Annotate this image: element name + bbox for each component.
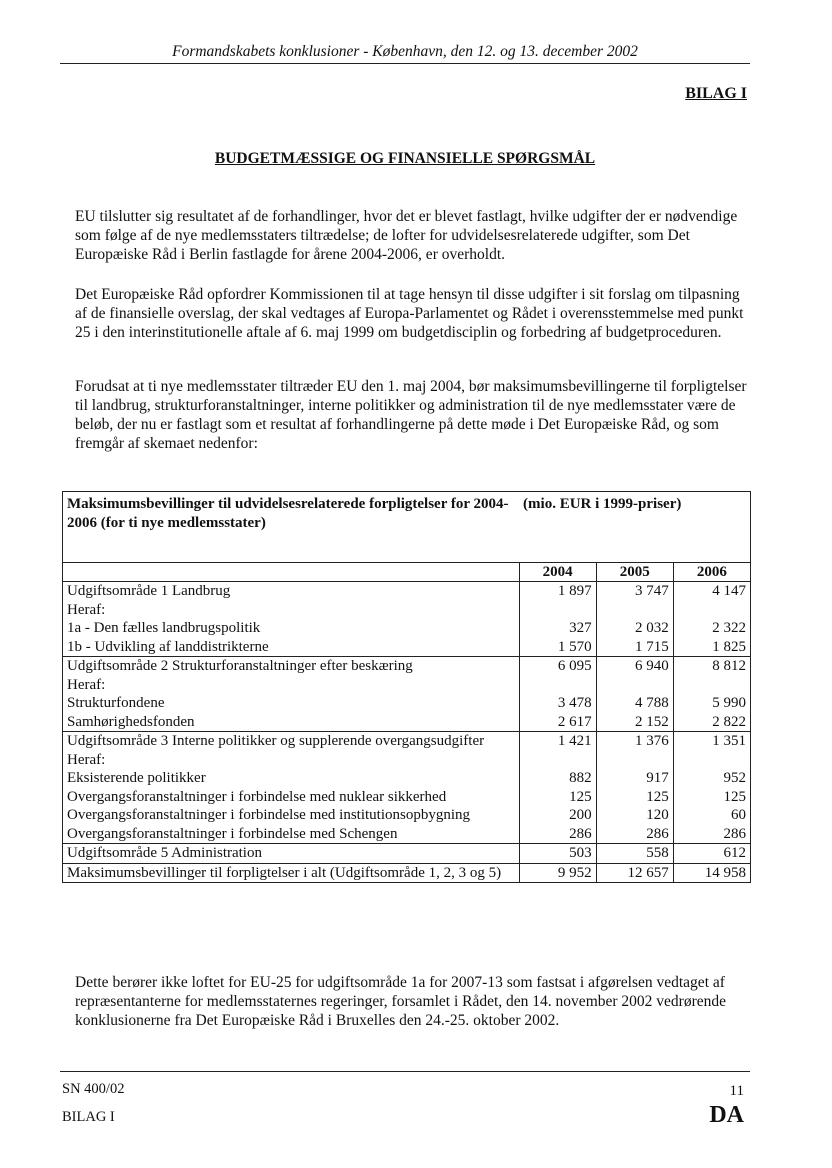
page-number: 11 bbox=[729, 1083, 744, 1099]
row-value: 1 897 bbox=[519, 582, 596, 601]
row-value: 6 940 bbox=[596, 657, 673, 676]
row-value: 327 bbox=[519, 619, 596, 638]
row-label: Overgangsforanstaltninger i forbindelse med nuklear sikkerhed bbox=[63, 788, 520, 807]
row-value: 882 bbox=[519, 769, 596, 788]
year-header: 2004 bbox=[519, 562, 596, 582]
paragraph-1: EU tilslutter sig resultatet af de forhandlinger, hvor det er blevet fastlagt, hvilke udgifter der er nødvendige som følge af de nye medlemsstaters tiltrædelse; de lofter for udvidelsesrelaterede udgifter, som Det Europæiske Råd i Berlin fastlagde for årene 2004-2006, er overholdt. bbox=[75, 208, 738, 263]
row-value bbox=[519, 676, 596, 695]
footer-rule bbox=[60, 1071, 750, 1072]
row-value: 5 990 bbox=[673, 694, 750, 713]
table-title: Maksimumsbevillinger til udvidelsesrelaterede forpligtelser for 2004-2006 (for ti nye medlemsstater) bbox=[63, 492, 520, 533]
table-row bbox=[63, 806, 751, 825]
table-row bbox=[63, 844, 751, 864]
table-title-row bbox=[63, 492, 751, 533]
row-label: Heraf: bbox=[63, 676, 520, 695]
row-label: Samhørighedsfonden bbox=[63, 713, 520, 732]
row-value: 3 747 bbox=[596, 582, 673, 601]
row-value: 60 bbox=[673, 806, 750, 825]
row-value: 2 322 bbox=[673, 619, 750, 638]
row-value: 917 bbox=[596, 769, 673, 788]
row-value: 1 715 bbox=[596, 638, 673, 657]
row-value: 2 617 bbox=[519, 713, 596, 732]
row-label: Udgiftsområde 2 Strukturforanstaltninger efter beskæring bbox=[63, 657, 520, 676]
table-row bbox=[63, 863, 751, 883]
row-value: 1 351 bbox=[673, 732, 750, 751]
table-row bbox=[63, 582, 751, 601]
row-value: 286 bbox=[519, 825, 596, 844]
row-label: Overgangsforanstaltninger i forbindelse med institutionsopbygning bbox=[63, 806, 520, 825]
row-label: Udgiftsområde 3 Interne politikker og supplerende overgangsudgifter bbox=[63, 732, 520, 751]
table-year-row bbox=[63, 562, 751, 582]
row-value: 120 bbox=[596, 806, 673, 825]
row-value bbox=[596, 601, 673, 620]
row-value: 125 bbox=[673, 788, 750, 807]
row-value: 2 152 bbox=[596, 713, 673, 732]
footer-annex-label: BILAG I bbox=[62, 1109, 115, 1125]
budget-table bbox=[62, 491, 751, 883]
row-value: 200 bbox=[519, 806, 596, 825]
row-label: Udgiftsområde 5 Administration bbox=[63, 844, 520, 864]
row-value: 6 095 bbox=[519, 657, 596, 676]
row-value bbox=[596, 676, 673, 695]
row-value bbox=[673, 676, 750, 695]
row-label: Maksimumsbevillinger til forpligtelser i alt (Udgiftsområde 1, 2, 3 og 5) bbox=[63, 863, 520, 883]
row-value: 612 bbox=[673, 844, 750, 864]
year-header: 2006 bbox=[673, 562, 750, 582]
table-spacer-row bbox=[63, 532, 751, 562]
row-label: 1b - Udvikling af landdistrikterne bbox=[63, 638, 520, 657]
annex-label: BILAG I bbox=[685, 85, 747, 102]
table-row bbox=[63, 694, 751, 713]
row-label: Overgangsforanstaltninger i forbindelse med Schengen bbox=[63, 825, 520, 844]
table-row bbox=[63, 788, 751, 807]
row-value: 14 958 bbox=[673, 863, 750, 883]
row-value: 125 bbox=[596, 788, 673, 807]
row-value: 1 421 bbox=[519, 732, 596, 751]
row-label: Eksisterende politikker bbox=[63, 769, 520, 788]
row-value: 286 bbox=[673, 825, 750, 844]
row-value: 4 788 bbox=[596, 694, 673, 713]
table-row bbox=[63, 601, 751, 620]
row-value bbox=[673, 751, 750, 770]
table-row bbox=[63, 676, 751, 695]
table-row bbox=[63, 638, 751, 657]
row-value: 1 570 bbox=[519, 638, 596, 657]
row-value: 4 147 bbox=[673, 582, 750, 601]
table-row bbox=[63, 825, 751, 844]
page-title: BUDGETMÆSSIGE OG FINANSIELLE SPØRGSMÅL bbox=[214, 150, 596, 167]
row-value: 9 952 bbox=[519, 863, 596, 883]
row-value: 286 bbox=[596, 825, 673, 844]
table-row bbox=[63, 732, 751, 751]
row-label: Heraf: bbox=[63, 751, 520, 770]
row-value: 952 bbox=[673, 769, 750, 788]
row-value bbox=[596, 751, 673, 770]
year-header: 2005 bbox=[596, 562, 673, 582]
row-value: 125 bbox=[519, 788, 596, 807]
row-value bbox=[519, 751, 596, 770]
budget-table-body bbox=[63, 492, 751, 883]
row-label: Strukturfondene bbox=[63, 694, 520, 713]
table-row bbox=[63, 657, 751, 676]
table-units: (mio. EUR i 1999-priser) bbox=[519, 492, 750, 533]
row-value: 2 032 bbox=[596, 619, 673, 638]
row-value: 2 822 bbox=[673, 713, 750, 732]
table-row bbox=[63, 713, 751, 732]
paragraph-4: Dette berører ikke loftet for EU-25 for udgiftsområde 1a for 2007-13 som fastsat i afgørelsen vedtaget af repræsentanterne for medlemsstaternes regeringer, forsamlet i Rådet, den 14. november 2002 vedrørende konklusionerne fra Det Europæiske Råd i Bruxelles den 24.-25. oktober 2002. bbox=[75, 974, 726, 1029]
header-rule bbox=[60, 63, 750, 64]
row-value: 12 657 bbox=[596, 863, 673, 883]
row-value: 3 478 bbox=[519, 694, 596, 713]
row-value: 503 bbox=[519, 844, 596, 864]
row-value bbox=[673, 601, 750, 620]
running-header: Formandskabets konklusioner - København, den 12. og 13. december 2002 bbox=[172, 43, 638, 60]
table-row bbox=[63, 769, 751, 788]
language-code: DA bbox=[709, 1102, 744, 1128]
paragraph-2: Det Europæiske Råd opfordrer Kommissionen til at tage hensyn til disse udgifter i sit forslag om tilpasning af de finansielle overslag, der skal vedtages af Europa-Parlamentet og Rådet i overensstemmelse med punkt 25 i den interinstitutionelle aftale af 6. maj 1999 om budgetdisciplin og forbedring af budgetproceduren. bbox=[75, 286, 744, 341]
row-value: 8 812 bbox=[673, 657, 750, 676]
row-value bbox=[519, 601, 596, 620]
paragraph-3: Forudsat at ti nye medlemsstater tiltræder EU den 1. maj 2004, bør maksimumsbevillingerne til forpligtelser til landbrug, strukturforanstaltninger, interne politikker og administration til de nye medlemsstater være de beløb, der nu er fastlagt som et resultat af forhandlingerne på dette møde i Det Europæiske Råd, og som fremgår af skemaet nedenfor: bbox=[75, 378, 747, 452]
row-label: Udgiftsområde 1 Landbrug bbox=[63, 582, 520, 601]
table-row bbox=[63, 751, 751, 770]
row-label: 1a - Den fælles landbrugspolitik bbox=[63, 619, 520, 638]
table-row bbox=[63, 619, 751, 638]
row-label: Heraf: bbox=[63, 601, 520, 620]
row-value: 1 376 bbox=[596, 732, 673, 751]
row-value: 1 825 bbox=[673, 638, 750, 657]
row-value: 558 bbox=[596, 844, 673, 864]
document-reference: SN 400/02 bbox=[62, 1081, 125, 1097]
